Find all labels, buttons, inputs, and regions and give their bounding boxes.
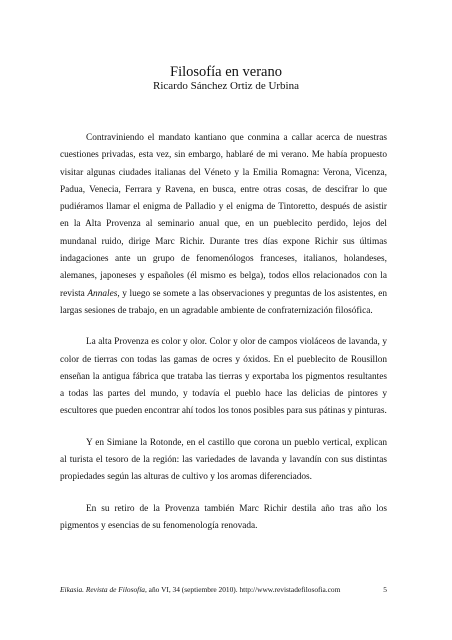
page-number: 5 [383,585,387,594]
page-footer [60,585,387,595]
footer-issue: , año VI, 34 (septiembre 2010). http://www.revistadefilosofia.com [144,585,341,594]
paragraph-4: En su retiro de la Provenza también Marc Richir destila año tras año los pigmentos y esencias de su fenomenología renovada. [60,503,387,531]
paragraph-1-text-b: , y luego se somete a las observaciones y preguntas de los asistentes, en largas sesiones de trabajo, en un agradable ambiente de confraternización filosófica. [60,288,387,316]
footer-citation [60,585,340,595]
journal-name-annales: Annales [87,288,118,299]
paragraph-2: La alta Provenza es color y olor. Color y olor de campos violáceos de lavanda, y color de tierras con todas las gamas de ocres y óxidos. En el pueblecito de Rousillon enseñan la antigua fábrica que trataba las tierras y exportaba los pigmentos resultantes a todas las partes del mundo, y todavía el pueblo hace las delicias de pintores y escultores que pueden encontrar ahí todos los tonos posibles para sus pátinas y pinturas. [60,337,387,417]
paragraph-1 [60,130,387,320]
article-body [60,130,387,549]
paragraph-1-text-a: Contraviniendo el mandato kantiano que conmina a callar acerca de nuestras cuestiones privadas, esta vez, sin embargo, hablaré de mi verano. Me había propuesto visitar algunas ciudades italianas del Véneto y la Emilia Romagna: Verona, Vicenza, Padua, Venecia, Ferrara y Ravena, en busca, entre otras cosas, de descifrar lo que pudiéramos llamar el enigma de Palladio y el enigma de Tintoretto, después de asistir en la Alta Provenza al seminario anual que, en un pueblecito perdido, lejos del mundanal ruido, dirige Marc Richir. Durante tres días expone Richir sus últimas indagaciones ante un grupo de fenomenólogos franceses, italianos, holandeses, alemanes, japoneses y españoles (él mismo es belga), todos ellos relacionados con la revista [60,133,387,299]
page-title: Filosofía en verano [170,64,282,80]
footer-journal-name: Eikasia. Revista de Filosofía [60,585,145,594]
author-name: Ricardo Sánchez Ortiz de Urbina [153,80,299,92]
paragraph-3: Y en Simiane la Rotonde, en el castillo que corona un pueblo vertical, explican al turista el tesoro de la región: las variedades de lavanda y lavandín con sus distintas propiedades según las alturas de cultivo y los aromas diferenciados. [60,437,387,483]
